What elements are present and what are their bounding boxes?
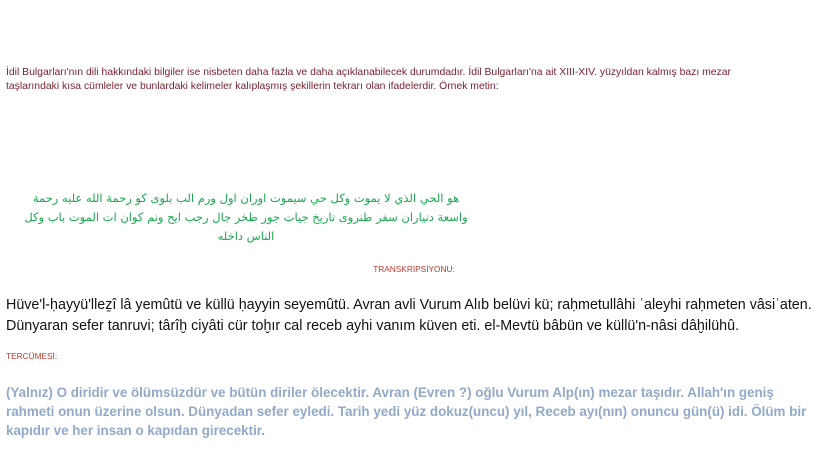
arabic-line-2: واسعة دنياران سفر طنروى تاريخ جيات جور طخر جال رجب ايح ونم كوان ات الموت باب وكل	[24, 210, 468, 224]
transcription-line-1: Hüve'l-ḥayyü'lleẕî lâ yemûtü ve küllü ḥayyin seyemûtü. Avran avli Vurum Alıb belüvi kü; raḥmetullâhi ʿaleyhi raḥmeten vâsiʿaten.	[6, 297, 812, 313]
arabic-line-3: الناس داخله	[217, 229, 275, 243]
intro-paragraph	[6, 66, 818, 94]
translation-text: (Yalnız) O diridir ve ölümsüzdür ve bütün diriler ölecektir. Avran (Evren ?) oğlu Vurum Alp(ın) mezar taşıdır. Allah'ın geniş rahmeti onun üzerine olsun. Dünyadan sefer eyledi. Tarih yedi yüz dokuz(uncu) yıl, Receb ayı(nın) onuncu gün(ü) idi. Ölüm bir kapıdır ve her insan o kapıdan girecektir.	[6, 385, 807, 438]
arabic-inscription	[4, 189, 488, 246]
transcription-text	[6, 295, 824, 337]
arabic-line-1: هو الحي الذي لا يموت وكل حي سيموت اوران اول ورم الب بلوى كو رحمة الله عليه رحمة	[32, 191, 460, 205]
transcription-line-2: Dünyaran sefer tanruvi; târîḫ ciyâti cür toḫır cal receb ayhi vanım küven eti. el-Mevtü bâbün ve küllü'n-nâsi dâḫilühû.	[6, 318, 740, 334]
transcription-heading: TRANSKRİPSİYONU:	[373, 264, 455, 274]
intro-line-2: taşlarındaki kısa cümleler ve bunlardaki kelimeler kalıplaşmış şekillerin tekrarı olan ifadelerdir. Örnek metin:	[6, 81, 499, 92]
intro-line-1: İdil Bulgarları'nın dili hakkındaki bilgiler ise nisbeten daha fazla ve daha açıklanabilecek durumdadır. İdil Bulgarları'na ait XIII-XIV. yüzyıldan kalmış bazı mezar	[6, 67, 731, 78]
translation-heading: TERCÜMESİ:	[6, 351, 58, 361]
